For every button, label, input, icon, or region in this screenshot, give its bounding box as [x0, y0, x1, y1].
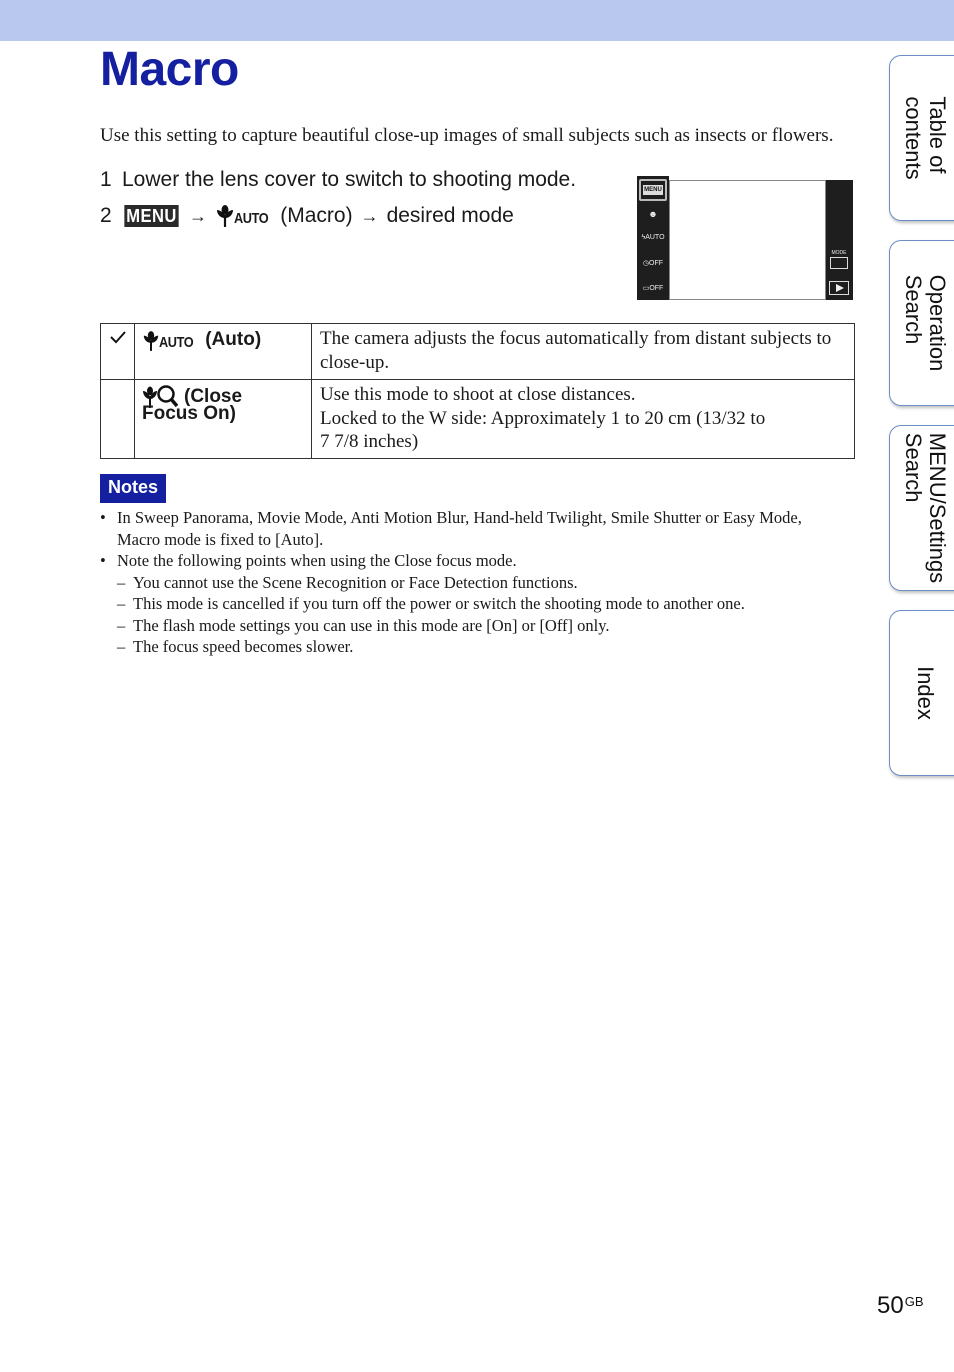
arrow-icon: → [189, 206, 207, 226]
note-line: Macro mode is fixed to [Auto]. [117, 529, 324, 549]
camera-mode-icon: MODE [829, 250, 849, 272]
mode-name-line1: (Close [184, 385, 243, 407]
page-number [877, 1292, 924, 1320]
step-2 [100, 203, 514, 229]
step-1 [100, 167, 576, 193]
description-line: Locked to the W side: Approximately 1 to 20 cm (13/32 to [320, 407, 766, 429]
list-item [100, 507, 860, 550]
list-item: – This mode is cancelled if you turn off the power or switch the shooting mode to another one. [100, 593, 860, 615]
macro-options-table [100, 323, 855, 459]
playback-icon [829, 281, 849, 295]
default-mark-cell [101, 380, 135, 459]
tab-label: contents [900, 96, 926, 180]
mode-name: (Auto) [205, 329, 262, 350]
face-icon: ☻ [648, 209, 658, 219]
top-band [0, 0, 954, 41]
camera-screen-illustration [637, 176, 853, 300]
tab-table-of-contents[interactable] [889, 55, 954, 221]
intro-text: Use this setting to capture beautiful close-up images of small subjects such as insects or flowers. [100, 125, 834, 146]
tab-label: Search [900, 432, 926, 503]
page-title: Macro [100, 43, 239, 96]
flash-auto-icon: ϟAUTO [641, 234, 665, 241]
tab-label: Operation [924, 274, 950, 372]
mode-description: The camera adjusts the focus automatically from distant subjects to close-up. [312, 324, 855, 380]
note-line: • In Sweep Panorama, Movie Mode, Anti Motion Blur, Hand-held Twilight, Smile Shutter or Easy Mode, [117, 508, 802, 527]
mode-name-line2: Focus On) [142, 403, 236, 424]
tab-label: Index [912, 666, 938, 720]
camera-menu-icon: MENU [639, 179, 667, 201]
tab-operation-search[interactable] [889, 240, 954, 406]
list-item: – You cannot use the Scene Recognition or Face Detection functions. [100, 572, 860, 594]
macro-label: (Macro) [280, 204, 353, 227]
tab-label: Table of [924, 96, 950, 174]
self-timer-off-icon: ◷OFF [642, 260, 664, 267]
step-number: 1 [100, 168, 112, 191]
list-item: – The flash mode settings you can use in this mode are [On] or [Off] only. [100, 615, 860, 637]
menu-button-icon: MENU [126, 206, 177, 226]
macro-auto-icon [215, 205, 274, 227]
arrow-icon: → [360, 206, 379, 226]
step-text: Lower the lens cover to switch to shooting mode. [122, 168, 577, 191]
auto-subscript: AUTO [159, 334, 194, 351]
mode-name-cell [135, 380, 312, 459]
table-row [101, 380, 855, 459]
tab-label: Search [900, 274, 926, 345]
description-line: Use this mode to shoot at close distances. [320, 384, 636, 405]
camera-right-panel [826, 180, 853, 300]
step-number: 2 [100, 204, 112, 227]
list-item: – The focus speed becomes slower. [100, 636, 860, 658]
page-suffix: GB [904, 1294, 924, 1309]
mode-description [312, 380, 855, 459]
tab-menu-settings-search[interactable] [889, 425, 954, 591]
table-row [101, 324, 855, 380]
burst-off-icon: ▭OFF [642, 285, 664, 292]
tab-index[interactable] [889, 610, 954, 776]
mode-name-cell [135, 324, 312, 380]
page-number-value: 50 [877, 1292, 904, 1319]
notes-badge: Notes [100, 474, 166, 503]
desired-mode-label: desired mode [386, 204, 514, 227]
default-check-icon [110, 330, 126, 344]
macro-auto-icon [142, 331, 199, 351]
default-mark-cell [101, 324, 135, 380]
auto-subscript: AUTO [234, 210, 269, 227]
camera-viewfinder [669, 180, 826, 300]
notes-list [100, 507, 860, 658]
tab-label: MENU/Settings [924, 432, 950, 584]
list-item: • Note the following points when using the Close focus mode. [100, 550, 860, 572]
description-line: 7 7/8 inches) [320, 431, 419, 452]
camera-left-panel [637, 176, 669, 300]
